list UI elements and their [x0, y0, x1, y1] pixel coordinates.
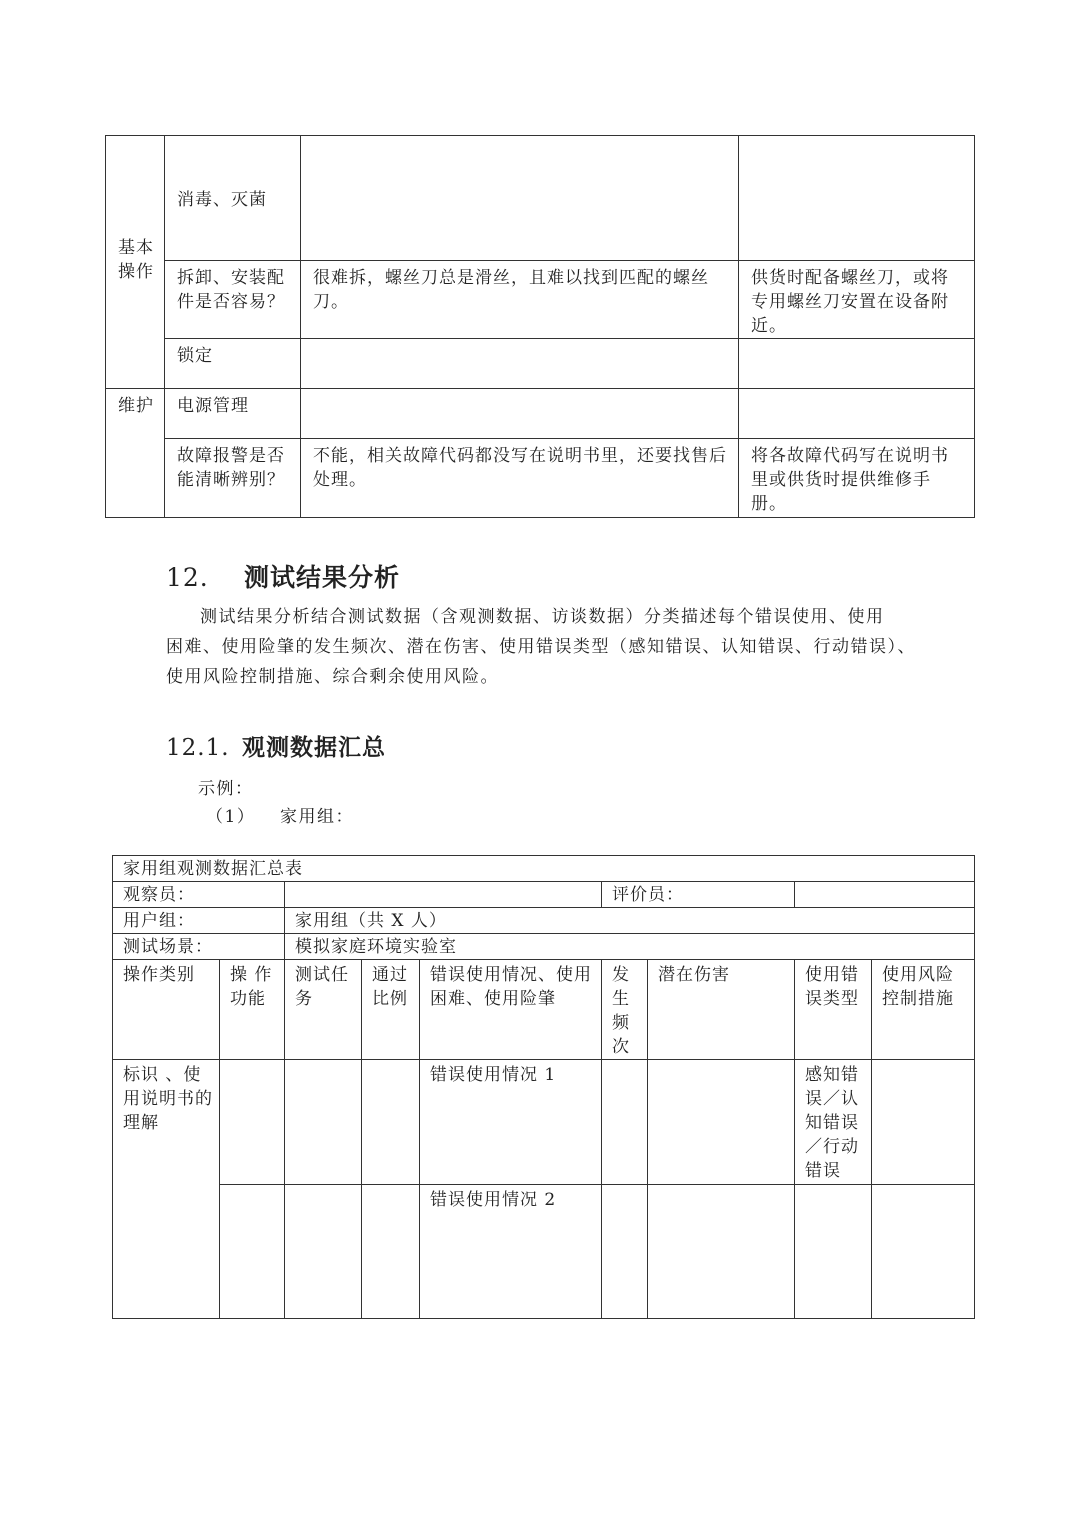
section-title: 测试结果分析 [244, 563, 401, 592]
error-text: 错误使用情况 1 [430, 1065, 557, 1085]
error-type-cell [795, 1060, 872, 1185]
observer-value-cell[interactable] [285, 882, 602, 908]
usergroup-label-cell [113, 908, 285, 934]
problem-cell [301, 136, 739, 261]
error-text: 错误使用情况 2 [430, 1190, 557, 1210]
item-cell [165, 389, 301, 439]
error-type-cell [795, 1185, 872, 1319]
header-text: 错误使用情况、使用困难、使用险肇 [430, 965, 592, 1009]
item-text: 故障报警是否能清晰辨别？ [177, 446, 285, 490]
scene-value-cell [285, 934, 975, 960]
operation-table [105, 135, 975, 518]
error-cell [420, 1060, 602, 1185]
header-text: 发生频次 [612, 965, 630, 1057]
table-title-cell [113, 856, 975, 882]
scene-value: 模拟家庭环境实验室 [295, 937, 457, 957]
scene-label: 测试场景： [123, 937, 213, 957]
data-cell [648, 1185, 795, 1319]
header-cell [648, 960, 795, 1060]
item-cell [165, 339, 301, 389]
data-cell [648, 1060, 795, 1185]
usergroup-label: 用户组： [123, 911, 195, 931]
category-label: 维护 [118, 396, 154, 416]
table-title: 家用组观测数据汇总表 [123, 859, 303, 879]
item-cell [165, 439, 301, 518]
header-cell [420, 960, 602, 1060]
item-text: 锁定 [177, 346, 213, 366]
header-text: 使用错误类型 [805, 965, 859, 1009]
header-cell [872, 960, 975, 1060]
example-label: 示例： [198, 779, 254, 799]
item-text: 拆卸、安装配件是否容易？ [177, 268, 285, 312]
data-cell [285, 1185, 362, 1319]
category-maintain [106, 389, 165, 518]
section-12-1-heading [166, 729, 386, 762]
header-text: 操 作功能 [230, 965, 273, 1009]
header-cell [602, 960, 648, 1060]
header-text: 潜在伤害 [658, 965, 730, 985]
usergroup-value-cell [285, 908, 975, 934]
data-cell [362, 1060, 420, 1185]
category-cell [113, 1060, 220, 1319]
problem-cell [301, 261, 739, 339]
error-cell [420, 1185, 602, 1319]
header-cell [220, 960, 285, 1060]
evaluator-value-cell[interactable] [795, 882, 975, 908]
observer-label-cell [113, 882, 285, 908]
data-cell [602, 1060, 648, 1185]
problem-cell [301, 389, 739, 439]
header-text: 使用风险控制措施 [882, 965, 954, 1009]
header-cell [795, 960, 872, 1060]
usergroup-value: 家用组（共 X 人） [295, 911, 447, 931]
item-text: 电源管理 [177, 396, 249, 416]
category-text: 标识 、使用说明书的理解 [123, 1065, 213, 1133]
solution-cell [739, 389, 975, 439]
item-text: 消毒、灭菌 [177, 190, 267, 210]
item-number: （1） [206, 807, 256, 827]
problem-text: 很难拆，螺丝刀总是滑丝，且难以找到匹配的螺丝刀。 [313, 268, 709, 312]
error-type-text: 感知错误／认知错误／行动错误 [805, 1065, 859, 1181]
problem-cell [301, 339, 739, 389]
solution-cell [739, 261, 975, 339]
section-number: 12. [166, 563, 209, 592]
observation-summary-table [112, 855, 975, 1319]
scene-label-cell [113, 934, 285, 960]
item-cell [165, 261, 301, 339]
section-number: 12.1. [166, 735, 230, 761]
solution-cell [739, 339, 975, 389]
solution-text: 将各故障代码写在说明书里或供货时提供维修手册。 [751, 446, 949, 514]
problem-text: 不能，相关故障代码都没写在说明书里，还要找售后处理。 [313, 446, 727, 490]
data-cell [220, 1185, 285, 1319]
item-cell [165, 136, 301, 261]
solution-text: 供货时配备螺丝刀，或将专用螺丝刀安置在设备附近。 [751, 268, 949, 336]
header-cell [362, 960, 420, 1060]
paragraph-line: 测试结果分析结合测试数据（含观测数据、访谈数据）分类描述每个错误使用、使用 [200, 607, 885, 627]
paragraph-line: 困难、使用险肇的发生频次、潜在伤害、使用错误类型（感知错误、认知错误、行动错误）、 [166, 637, 916, 657]
data-cell [872, 1060, 975, 1185]
section-12-paragraph [166, 602, 946, 692]
observer-label: 观察员： [123, 885, 195, 905]
solution-cell [739, 136, 975, 261]
evaluator-label-cell [602, 882, 795, 908]
evaluator-label: 评价员： [612, 885, 684, 905]
category-label: 基本操作 [118, 238, 154, 282]
data-cell [220, 1060, 285, 1185]
category-basic [106, 136, 165, 389]
paragraph-line: 使用风险控制措施、综合剩余使用风险。 [166, 667, 499, 687]
header-cell [113, 960, 220, 1060]
data-cell [602, 1185, 648, 1319]
solution-cell [739, 439, 975, 518]
header-text: 通过比例 [372, 965, 408, 1009]
header-text: 操作类别 [123, 965, 195, 985]
item-label: 家用组： [280, 807, 354, 827]
header-text: 测试任务 [295, 965, 349, 1009]
header-cell [285, 960, 362, 1060]
data-cell [872, 1185, 975, 1319]
problem-cell [301, 439, 739, 518]
section-title: 观测数据汇总 [242, 735, 386, 761]
section-12-heading [166, 558, 400, 594]
data-cell [285, 1060, 362, 1185]
data-cell [362, 1185, 420, 1319]
